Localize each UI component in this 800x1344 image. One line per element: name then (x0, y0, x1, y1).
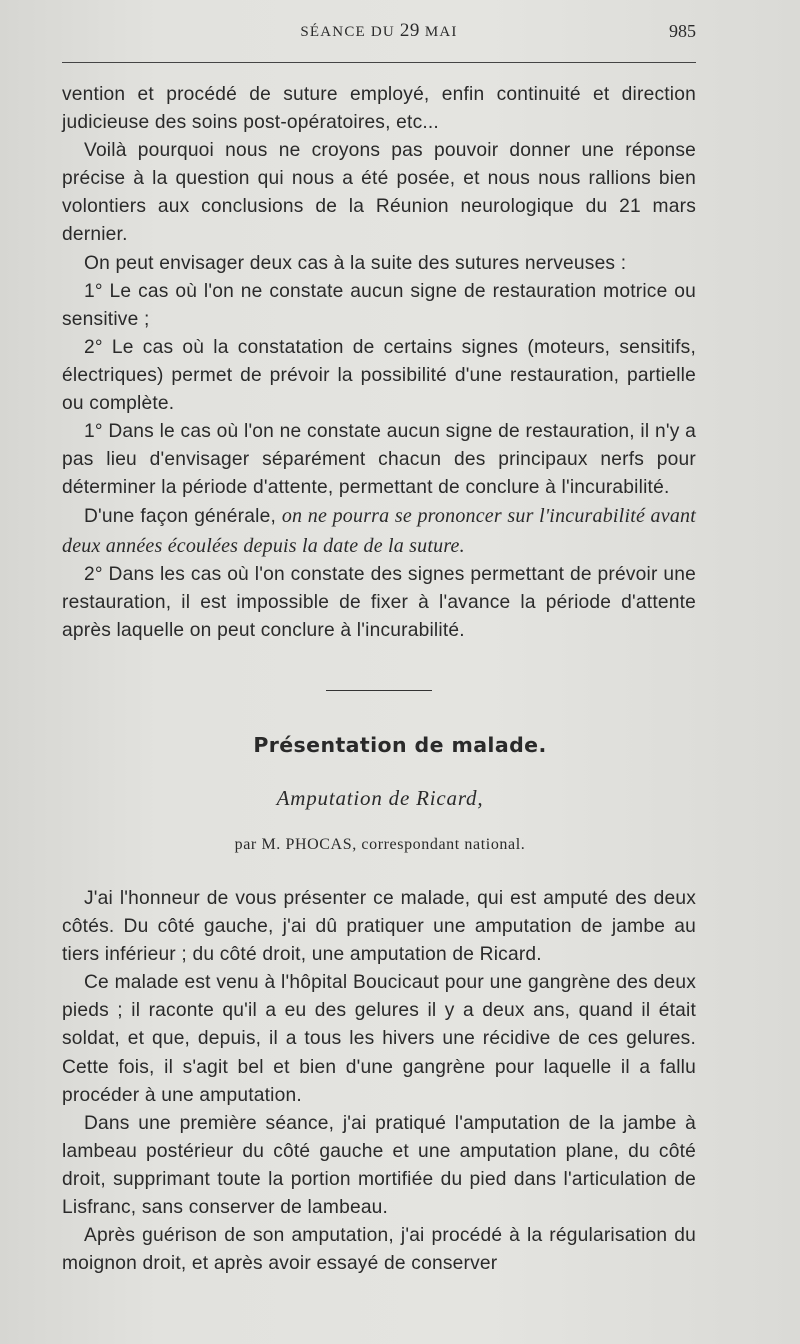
header-rule (62, 62, 696, 63)
section-subtitle: Amputation de Ricard, (276, 786, 484, 810)
running-title-day: 29 (399, 20, 420, 41)
section-text-top (62, 81, 696, 645)
paragraph: Ce malade est venu à l'hôpital Boucicaut pour une gangrène des deux pieds ; il raconte qu'il a eu des gelures il y a deux ans, quand il était soldat, et que, depuis, il a tous les hivers une récidive de ces gelures. Cette fois, il s'agit bel et bien d'une gangrène pour laquelle il a fallu procéder à une amputation. (62, 972, 696, 1106)
running-title (62, 20, 696, 42)
paragraph (62, 502, 696, 560)
paragraph: 1° Le cas où l'on ne constate aucun signe de restauration motrice ou sensitive ; (62, 280, 696, 330)
paragraph: 2° Le cas où la constatation de certains signes (moteurs, sensitifs, électriques) permet de prévoir la possibilité d'une restauration, partielle ou complète. (62, 336, 696, 415)
paragraph-lead: D'une façon générale, (84, 506, 282, 528)
page-number: 985 (669, 21, 696, 41)
paragraph-italic-conclusion: on ne pourra se prononcer sur l'incurabilité avant deux années écoulées depuis la date de la suture. (62, 505, 696, 557)
paragraph: Voilà pourquoi nous ne croyons pas pouvoir donner une réponse précise à la question qui nous a été posée, et nous nous rallions bien volontiers aux conclusions de la Réunion neurologique du 21 mars dernier. (62, 140, 696, 246)
paragraph: 1° Dans le cas où l'on ne constate aucun signe de restauration, il n'y a pas lieu d'envisager séparément chacun des principaux nerfs pour déterminer la période d'attente, permettant de conclure à l'incurabilité. (62, 421, 696, 499)
paragraph-continuation: vention et procédé de suture employé, enfin continuité et direction judicieuse des soins post-opératoires, etc... (62, 84, 696, 134)
paragraph: Dans une première séance, j'ai pratiqué l'amputation de la jambe à lambeau postérieur du côté gauche et une amputation plane, du côté droit, supprimant toute la portion mortifiée du pied dans l'articulation de Lisfranc, sans conserver de lambeau. (62, 1112, 696, 1219)
section-title: Présentation de malade. (253, 733, 547, 757)
running-title-post: MAI (419, 24, 458, 40)
running-head (62, 20, 696, 44)
paragraph: 2° Dans les cas où l'on constate des signes permettant de prévoir une restauration, il est impossible de fixer à l'avance la période d'attente après laquelle on peut conclure à l'incurabilité. (62, 563, 696, 641)
author-line: par M. PHOCAS, correspondant national. (234, 836, 526, 853)
paragraph: On peut envisager deux cas à la suite des sutures nerveuses : (84, 252, 627, 274)
paragraph: Après guérison de son amputation, j'ai procédé à la régularisation du moignon droit, et après avoir essayé de conserver (62, 1225, 696, 1275)
paragraph: J'ai l'honneur de vous présenter ce malade, qui est amputé des deux côtés. Du côté gauche, j'ai dû pratiquer une amputation de jambe au tiers inférieur ; du côté droit, une amputation de Ricard. (62, 888, 696, 966)
running-title-pre: SÉANCE DU (300, 24, 400, 40)
section-divider (326, 690, 432, 691)
section-text-bottom (62, 885, 696, 1278)
